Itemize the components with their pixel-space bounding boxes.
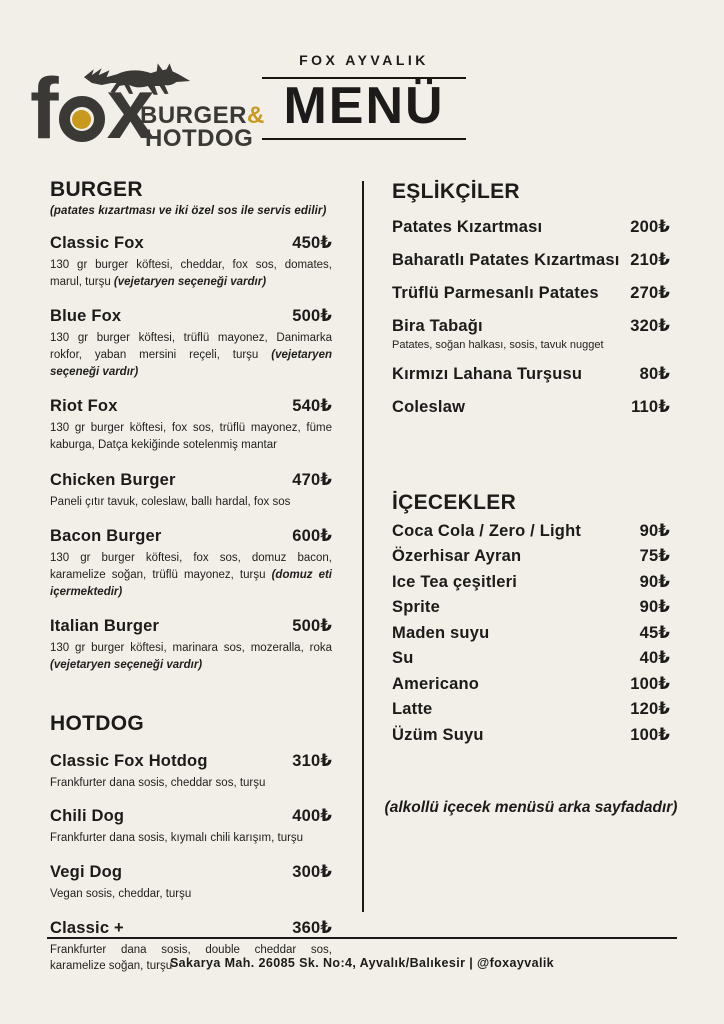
- menu-item: [50, 616, 332, 673]
- address-text: Sakarya Mah. 26085 Sk. No:4, Ayvalık/Balıkesir | @foxayvalik: [169, 956, 555, 970]
- item-price: 270₺: [630, 284, 670, 302]
- item-name: Classic Fox: [50, 234, 144, 252]
- item-price: 300₺: [292, 863, 332, 882]
- item-name: Patates Kızartması: [392, 218, 543, 236]
- item-price: 200₺: [630, 218, 670, 236]
- item-name: Sprite: [392, 598, 440, 616]
- logo-ampersand: &: [247, 102, 265, 129]
- left-column: [50, 178, 332, 975]
- item-name: Chili Dog: [50, 807, 125, 826]
- item-price: 470₺: [292, 470, 332, 489]
- item-name: Coca Cola / Zero / Light: [392, 521, 582, 540]
- item-desc: Vegan sosis, cheddar, turşu: [50, 888, 192, 901]
- item-price: 100₺: [630, 725, 670, 744]
- item-price: 100₺: [630, 674, 670, 693]
- item-name: Coleslaw: [392, 398, 466, 416]
- menu-item: [392, 572, 670, 592]
- item-desc: 130 gr burger köftesi, marinara sos, mozeralla, roka: [50, 642, 332, 655]
- item-desc: 130 gr burger köftesi, cheddar, fox sos, domates, marul, turşu: [50, 259, 332, 288]
- item-name: Chicken Burger: [50, 470, 176, 489]
- menu-item: [50, 862, 332, 903]
- menu-item: [50, 806, 332, 847]
- menu-item: [392, 546, 670, 566]
- item-name: Bira Tabağı: [392, 317, 483, 335]
- item-name: Ice Tea çeşitleri: [392, 572, 518, 591]
- menu-item: [392, 397, 670, 417]
- logo-burger-text: BURGER: [140, 102, 248, 129]
- section-title-hotdog: HOTDOG: [50, 711, 144, 735]
- section-drinks: [384, 491, 678, 817]
- menu-item: [392, 521, 670, 541]
- menu-item: [392, 674, 670, 694]
- logo-letter-f: f: [30, 61, 55, 157]
- item-name: Bacon Burger: [50, 527, 162, 546]
- item-price: 40₺: [639, 649, 670, 667]
- item-price: 90₺: [639, 521, 670, 540]
- menu-item: [392, 648, 670, 668]
- item-desc: Paneli çıtır tavuk, coleslaw, ballı hardal, fox sos: [50, 495, 291, 508]
- item-price: 90₺: [639, 572, 670, 591]
- item-desc: Frankfurter dana sosis, double cheddar sos, karamelize soğan, turşu: [50, 943, 332, 973]
- item-name: Su: [392, 649, 414, 667]
- item-name: Trüflü Parmesanlı Patates: [392, 284, 599, 302]
- section-title-burger: BURGER: [50, 178, 143, 201]
- burger-section-note: (patates kızartması ve iki özel sos ile servis edilir): [50, 205, 327, 217]
- item-name: Classic Fox Hotdog: [50, 751, 208, 770]
- alcohol-menu-note: (alkollü içecek menüsü arka sayfadadır): [384, 798, 678, 816]
- menu-item: [50, 526, 332, 600]
- item-price: 500₺: [292, 617, 332, 636]
- logo-wordmark: [30, 61, 151, 157]
- section-title-sides: EŞLİKÇİLER: [392, 180, 520, 203]
- item-name: Italian Burger: [50, 617, 160, 636]
- menu-title: MENÜ: [283, 77, 445, 135]
- menu-item: [392, 250, 670, 270]
- menu-item: [392, 364, 670, 384]
- section-burger: [50, 178, 332, 674]
- item-name: Maden suyu: [392, 623, 490, 642]
- item-desc: Frankfurter dana sosis, cheddar sos, turşu: [50, 776, 266, 789]
- item-name: Latte: [392, 700, 433, 718]
- item-name: Baharatlı Patates Kızartması: [392, 251, 620, 269]
- item-desc: 130 gr burger köftesi, fox sos, domuz bacon, karamelize soğan, trüflü mayonez, turşu: [50, 552, 332, 582]
- menu-item: [392, 597, 670, 617]
- restaurant-name: FOX AYVALIK: [299, 52, 429, 68]
- logo-hotdog-text: HOTDOG: [145, 124, 254, 152]
- title-rule-bottom: [262, 138, 466, 140]
- item-desc: Frankfurter dana sosis, kıymalı chili karışım, turşu: [50, 832, 304, 845]
- item-name: Vegi Dog: [50, 863, 123, 882]
- menu-item: [50, 470, 332, 511]
- section-hotdog: [50, 712, 332, 975]
- item-desc: 130 gr burger köftesi, fox sos, trüflü mayonez, füme kaburga, Datça kekiğinde sotelenmiş mantar: [50, 422, 332, 452]
- menu-item: [392, 725, 670, 745]
- logo-gold-dot: [72, 110, 91, 129]
- item-price: 80₺: [639, 365, 670, 383]
- menu-item: [392, 623, 670, 643]
- menu-item: [50, 396, 332, 453]
- item-price: 310₺: [292, 751, 332, 770]
- footer: [47, 937, 677, 972]
- item-price: 45₺: [639, 623, 670, 642]
- item-price: 450₺: [292, 234, 332, 252]
- item-desc-note: (domuz eti içermektedir): [50, 569, 332, 598]
- menu-item: [392, 283, 670, 303]
- item-price: 120₺: [630, 700, 670, 718]
- item-price: 110₺: [631, 398, 670, 416]
- item-price: 600₺: [292, 527, 332, 546]
- item-desc-note: (vejetaryen seçeneği vardır): [113, 275, 267, 288]
- item-price: 90₺: [639, 598, 670, 616]
- menu-item: [50, 233, 332, 290]
- section-sides: [392, 180, 670, 417]
- item-desc: Patates, soğan halkası, sosis, tavuk nugget: [392, 339, 604, 351]
- logo-letter-x: x: [106, 61, 151, 157]
- item-name: Özerhisar Ayran: [392, 547, 522, 565]
- header-title-block: [262, 52, 466, 140]
- section-title-drinks: İÇECEKLER: [392, 491, 517, 514]
- item-name: Americano: [392, 674, 480, 693]
- column-divider: [362, 181, 364, 912]
- item-price: 400₺: [292, 807, 332, 826]
- item-name: Classic +: [50, 918, 124, 937]
- menu-item: [392, 699, 670, 719]
- logo-letter-o-ring: [59, 96, 105, 142]
- item-price: 360₺: [292, 918, 332, 937]
- menu-item: [392, 217, 670, 237]
- item-price: 75₺: [639, 547, 670, 565]
- item-name: Üzüm Suyu: [392, 725, 484, 744]
- item-desc: 130 gr burger köftesi, trüflü mayonez, Danimarka rokfor, yaban mersini reçeli, turşu: [50, 332, 332, 362]
- item-price: 540₺: [292, 397, 332, 416]
- item-name: Kırmızı Lahana Turşusu: [392, 365, 583, 383]
- menu-item: [50, 751, 332, 792]
- logo-subtext: [140, 102, 265, 152]
- item-desc-note: (vejetaryen seçeneği vardır): [50, 659, 203, 672]
- item-price: 210₺: [630, 251, 670, 269]
- right-column: [384, 180, 678, 817]
- menu-item: [50, 306, 332, 380]
- brand-logo: [30, 58, 265, 158]
- item-price: 500₺: [292, 307, 332, 326]
- item-name: Riot Fox: [50, 397, 118, 416]
- item-price: 320₺: [630, 317, 670, 335]
- item-desc-note: (vejetaryen seçeneği vardır): [50, 349, 332, 378]
- menu-item: [392, 316, 670, 351]
- item-name: Blue Fox: [50, 307, 122, 326]
